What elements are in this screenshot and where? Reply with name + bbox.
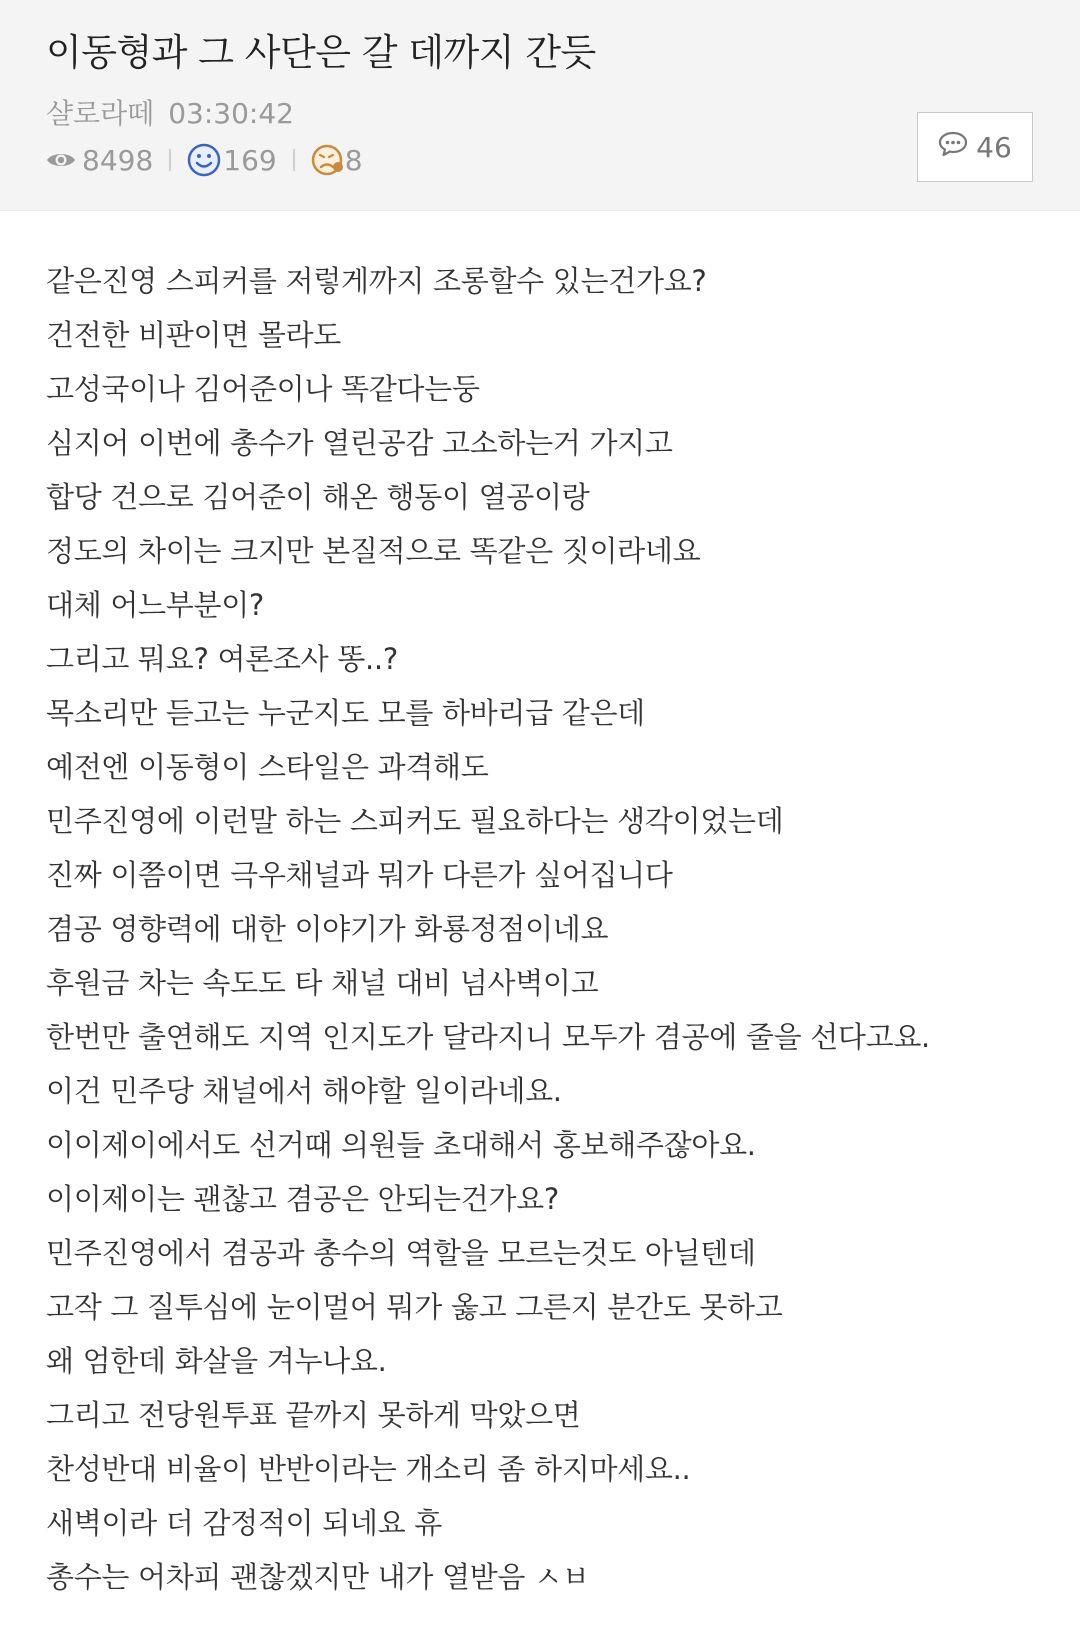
body-line: 새벽이라 더 감정적이 되네요 휴 (46, 1506, 442, 1540)
body-line: 그리고 뭐요? 여론조사 똥..? (46, 642, 398, 676)
body-line: 총수는 어차피 괜찮겠지만 내가 열받음 ㅅㅂ (46, 1560, 590, 1594)
post-meta (46, 92, 294, 132)
body-line: 이이제이는 괜찮고 겸공은 안되는건가요? (46, 1182, 559, 1216)
body-line: 이건 민주당 채널에서 해야할 일이라네요. (46, 1074, 562, 1108)
body-line: 찬성반대 비율이 반반이라는 개소리 좀 하지마세요.. (46, 1452, 691, 1486)
views-count: 8498 (82, 143, 154, 177)
body-line: 심지어 이번에 총수가 열린공감 고소하는거 가지고 (46, 426, 673, 460)
body-line: 예전엔 이동형이 스타일은 과격해도 (46, 750, 489, 784)
stat-divider (169, 149, 171, 171)
body-line: 고작 그 질투심에 눈이멀어 뭐가 옳고 그른지 분간도 못하고 (46, 1290, 783, 1324)
body-line: 이이제이에서도 선거때 의원들 초대해서 홍보해주잖아요. (46, 1128, 756, 1162)
post-title: 이동형과 그 사단은 갈 데까지 간듯 (46, 31, 596, 74)
frown-face-icon[interactable] (311, 143, 345, 177)
eye-icon (46, 149, 76, 171)
body-line: 같은진영 스피커를 저렇게까지 조롱할수 있는건가요? (46, 264, 707, 298)
body-line: 한번만 출연해도 지역 인지도가 달라지니 모두가 겸공에 줄을 선다고요. (46, 1020, 930, 1054)
speech-bubble-icon (938, 130, 976, 165)
likes-count: 169 (223, 143, 277, 177)
body-line: 후원금 차는 속도도 타 채널 대비 넘사벽이고 (46, 966, 599, 1000)
body-line: 민주진영에서 겸공과 총수의 역할을 모르는것도 아닐텐데 (46, 1236, 756, 1270)
comments-button[interactable] (917, 112, 1033, 182)
views-stat (46, 144, 153, 177)
likes-stat[interactable] (187, 143, 276, 177)
body-line: 합당 건으로 김어준이 해온 행동이 열공이랑 (46, 480, 590, 514)
post-stats (46, 142, 363, 178)
stat-divider (293, 149, 295, 171)
post-time: 03:30:42 (168, 97, 294, 130)
post-header (0, 0, 1080, 211)
author-name[interactable]: 샬로라떼 (46, 97, 155, 130)
body-line: 진짜 이쯤이면 극우채널과 뭐가 다른가 싶어집니다 (46, 858, 673, 892)
body-line: 대체 어느부분이? (46, 588, 265, 622)
body-line: 왜 엄한데 화살을 겨누나요. (46, 1344, 387, 1378)
body-line: 고성국이나 김어준이나 똑같다는둥 (46, 372, 480, 406)
dislikes-count: 8 (344, 143, 363, 177)
body-line: 목소리만 듣고는 누군지도 모를 하바리급 같은데 (46, 696, 645, 730)
body-line: 그리고 전당원투표 끝까지 못하게 막았으면 (46, 1398, 581, 1432)
body-line: 민주진영에 이런말 하는 스피커도 필요하다는 생각이었는데 (46, 804, 784, 838)
dislikes-stat[interactable] (311, 143, 363, 177)
comments-count: 46 (976, 130, 1012, 164)
post-body (46, 254, 1046, 1604)
body-line: 건전한 비판이면 몰라도 (46, 318, 341, 352)
body-line: 정도의 차이는 크지만 본질적으로 똑같은 짓이라네요 (46, 534, 701, 568)
smile-face-icon[interactable] (187, 143, 221, 177)
body-line: 겸공 영향력에 대한 이야기가 화룡정점이네요 (46, 912, 609, 946)
